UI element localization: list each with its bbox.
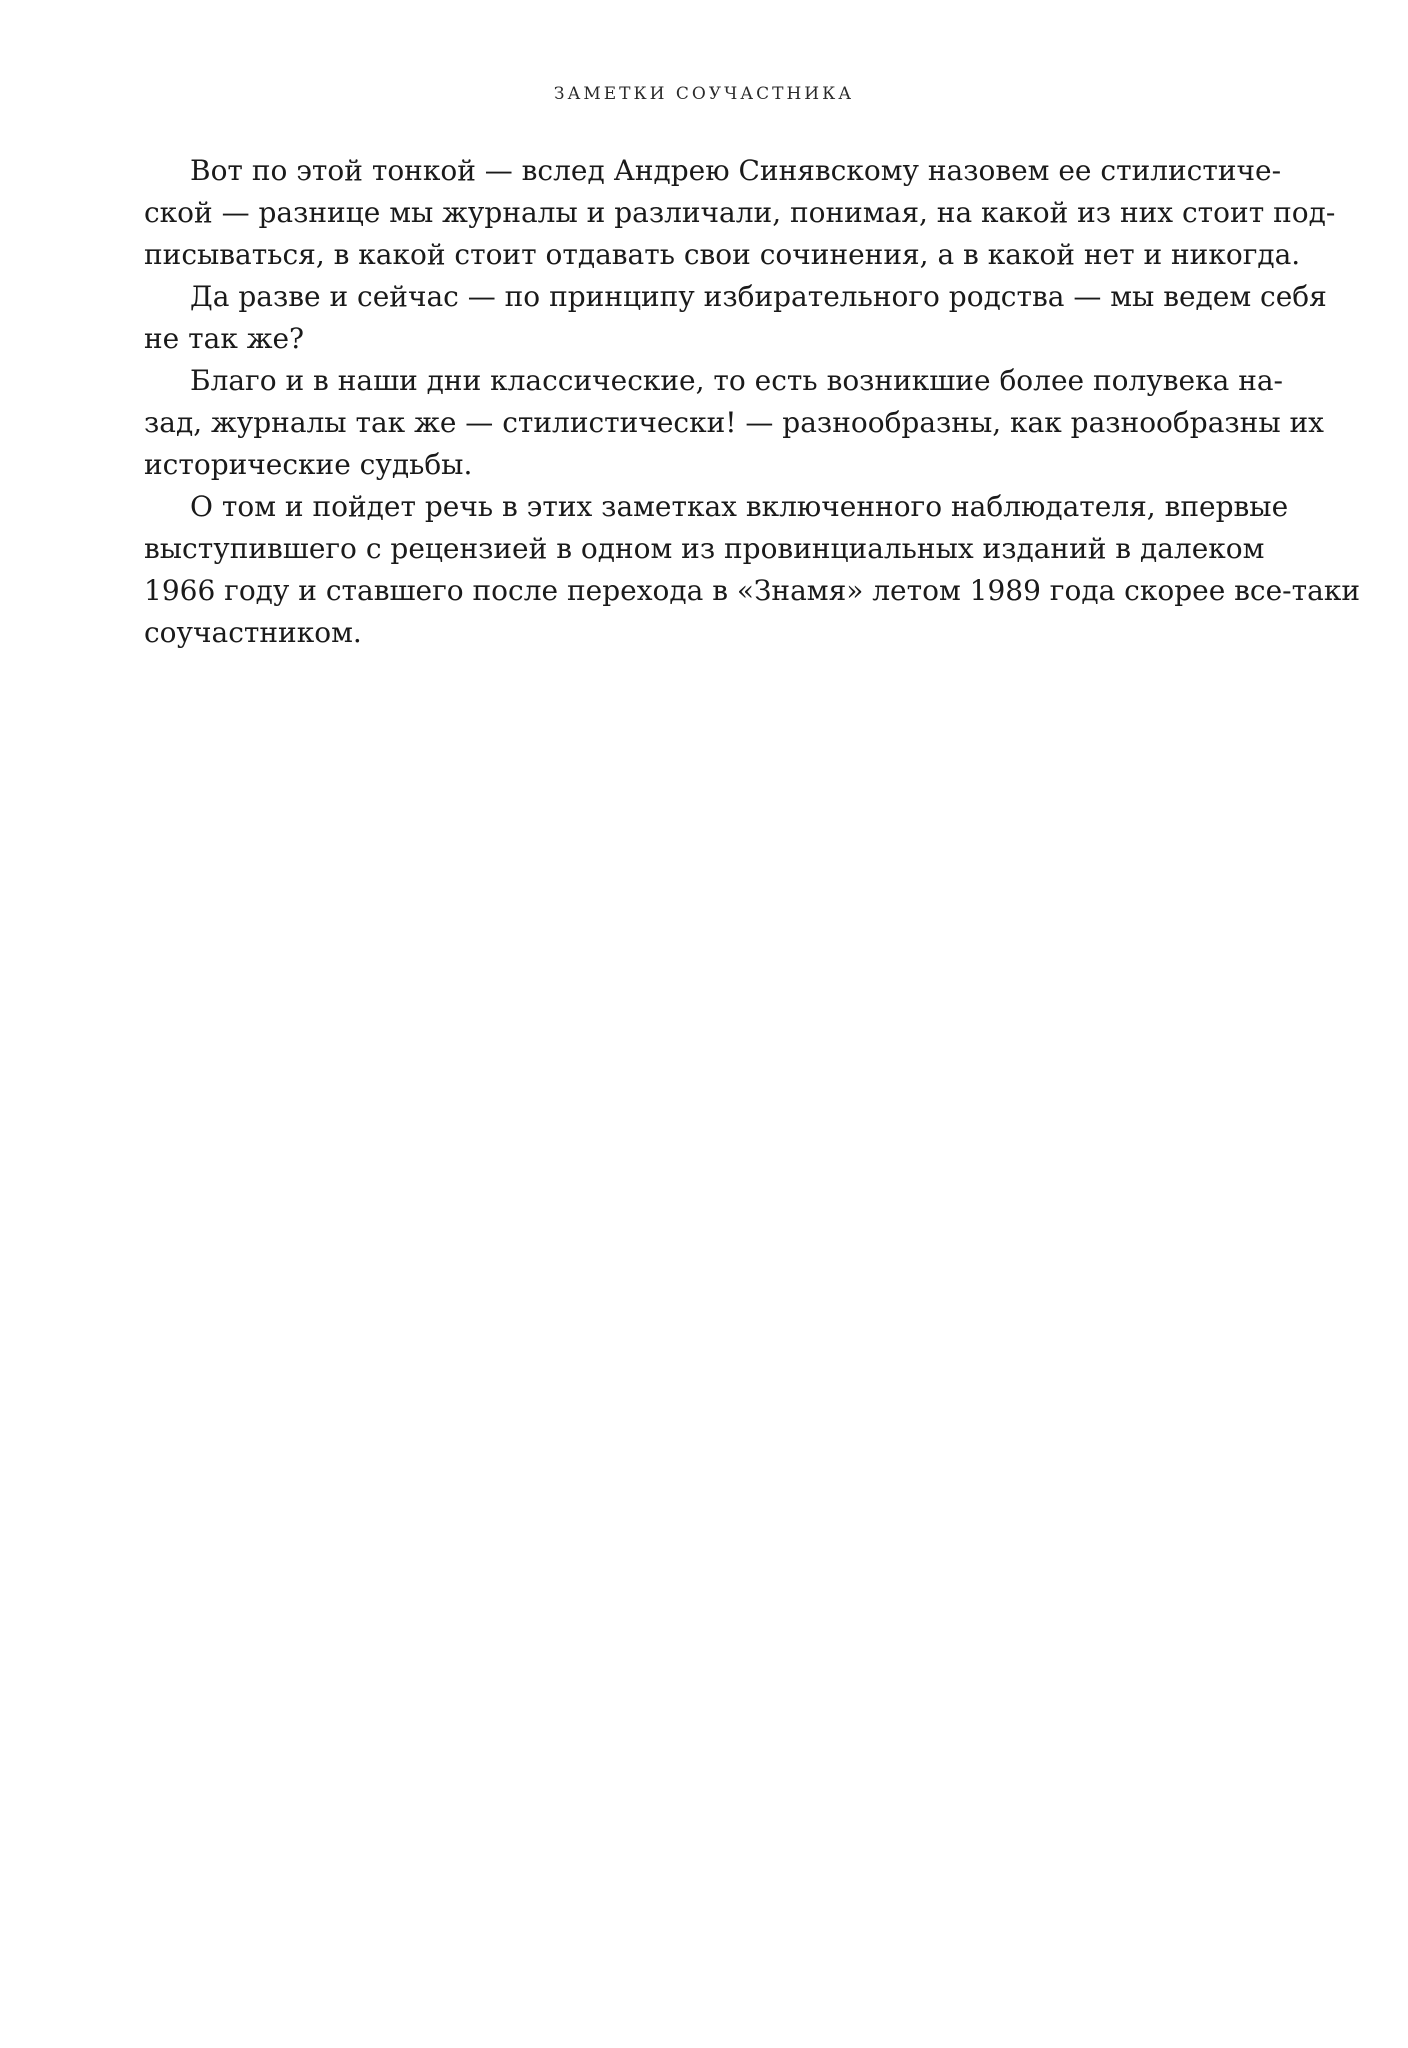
running-head: ЗАМЕТКИ СОУЧАСТНИКА [553, 84, 855, 104]
text-line: Благо и в наши дни классические, то есть возникшие более полувека на- [190, 364, 1284, 397]
body-text [144, 150, 1360, 654]
text-line: писываться, в какой стоит отдавать свои сочинения, а в какой нет и никогда. [144, 238, 1301, 271]
paragraph-1 [144, 150, 1336, 276]
text-line: исторические судьбы. [144, 448, 473, 481]
text-line: Да разве и сейчас — по принципу избирательного родства — мы ведем себя [190, 280, 1327, 313]
text-line: выступившего с рецензией в одном из провинциальных изданий в далеком [144, 532, 1265, 565]
paragraph-3 [144, 360, 1324, 486]
text-line: не так же? [144, 322, 305, 355]
text-line: соучастником. [144, 616, 362, 649]
text-line: зад, журналы так же — стилистически! — разнообразны, как разнообразны их [144, 406, 1324, 439]
text-line: 1966 году и ставшего после перехода в «Знамя» летом 1989 года скорее все-таки [144, 574, 1360, 607]
paragraph-4 [144, 486, 1360, 654]
text-line: ской — разнице мы журналы и различали, понимая, на какой из них стоит под- [144, 196, 1336, 229]
text-line: О том и пойдет речь в этих заметках включенного наблюдателя, впервые [190, 490, 1289, 523]
paragraph-2 [144, 276, 1327, 360]
text-line: Вот по этой тонкой — вслед Андрею Синявскому назовем ее стилистиче- [190, 154, 1282, 187]
